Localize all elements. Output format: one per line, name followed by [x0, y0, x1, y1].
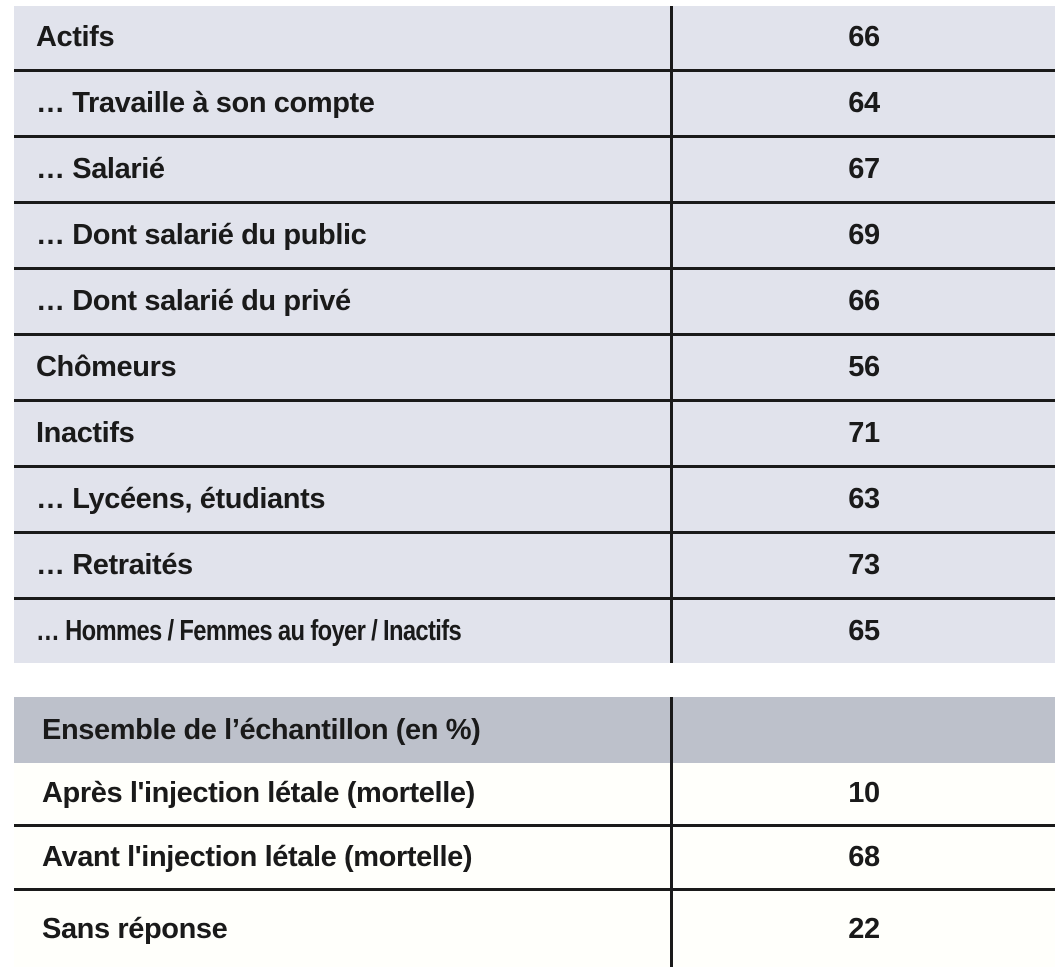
row-label: Sans réponse	[42, 912, 228, 945]
table-row	[14, 399, 1055, 465]
row-value-cell	[673, 336, 1055, 399]
row-value-cell	[673, 891, 1055, 967]
row-label: … Dont salarié du privé	[36, 285, 351, 317]
row-value-cell	[673, 72, 1055, 135]
row-label-cell	[14, 534, 673, 597]
table-row	[14, 69, 1055, 135]
table-row	[14, 891, 1055, 967]
row-value: 56	[848, 351, 880, 383]
row-value-cell	[673, 534, 1055, 597]
row-value-cell	[673, 204, 1055, 267]
row-label: … Travaille à son compte	[36, 87, 375, 119]
row-label-cell	[14, 600, 673, 663]
row-label: … Lycéens, étudiants	[36, 483, 326, 515]
row-label-cell	[14, 336, 673, 399]
row-value: 63	[848, 483, 880, 515]
row-label-cell	[14, 6, 673, 69]
row-value: 69	[848, 219, 880, 251]
row-value: 73	[848, 549, 880, 581]
header-value-cell	[673, 697, 1055, 763]
table-row	[14, 333, 1055, 399]
table-ensemble	[14, 697, 1055, 967]
row-label: … Dont salarié du public	[36, 219, 367, 251]
row-label: Inactifs	[36, 417, 135, 449]
row-label-cell	[14, 891, 673, 967]
row-label-cell	[14, 827, 673, 888]
row-label: Avant l'injection létale (mortelle)	[42, 841, 473, 873]
row-label-cell	[14, 468, 673, 531]
row-value-cell	[673, 138, 1055, 201]
table-row	[14, 827, 1055, 891]
row-value-cell	[673, 270, 1055, 333]
row-value-cell	[673, 468, 1055, 531]
header-label-cell	[14, 697, 673, 763]
row-label-cell	[14, 270, 673, 333]
row-label: … Salarié	[36, 153, 165, 185]
table-row	[14, 531, 1055, 597]
row-label: Après l'injection létale (mortelle)	[42, 777, 475, 809]
table-row	[14, 597, 1055, 663]
row-value: 64	[848, 87, 880, 119]
row-label-cell	[14, 402, 673, 465]
row-value: 22	[848, 912, 880, 945]
table-row	[14, 763, 1055, 827]
row-value: 67	[848, 153, 880, 185]
row-value-cell	[673, 6, 1055, 69]
table-row	[14, 465, 1055, 531]
table-population	[14, 6, 1055, 663]
row-label-cell	[14, 763, 673, 824]
row-label-cell	[14, 72, 673, 135]
row-value: 66	[848, 285, 880, 317]
row-value: 66	[848, 21, 880, 53]
row-value-cell	[673, 600, 1055, 663]
row-value-cell	[673, 763, 1055, 824]
row-label-cell	[14, 138, 673, 201]
row-value: 71	[848, 417, 880, 449]
row-value: 65	[848, 615, 880, 647]
row-label: … Hommes / Femmes au foyer / Inactifs	[36, 615, 462, 647]
row-label-cell	[14, 204, 673, 267]
table-row	[14, 201, 1055, 267]
row-value: 10	[848, 777, 880, 809]
row-label: Chômeurs	[36, 351, 177, 383]
row-label: … Retraités	[36, 549, 193, 581]
header-label: Ensemble de l’échantillon (en %)	[42, 713, 481, 746]
row-value: 68	[848, 841, 880, 873]
table-row	[14, 135, 1055, 201]
row-value-cell	[673, 827, 1055, 888]
row-label: Actifs	[36, 21, 115, 53]
table-header-row	[14, 697, 1055, 763]
table-row	[14, 267, 1055, 333]
table-row	[14, 6, 1055, 69]
table-gap	[14, 663, 1055, 697]
row-value-cell	[673, 402, 1055, 465]
